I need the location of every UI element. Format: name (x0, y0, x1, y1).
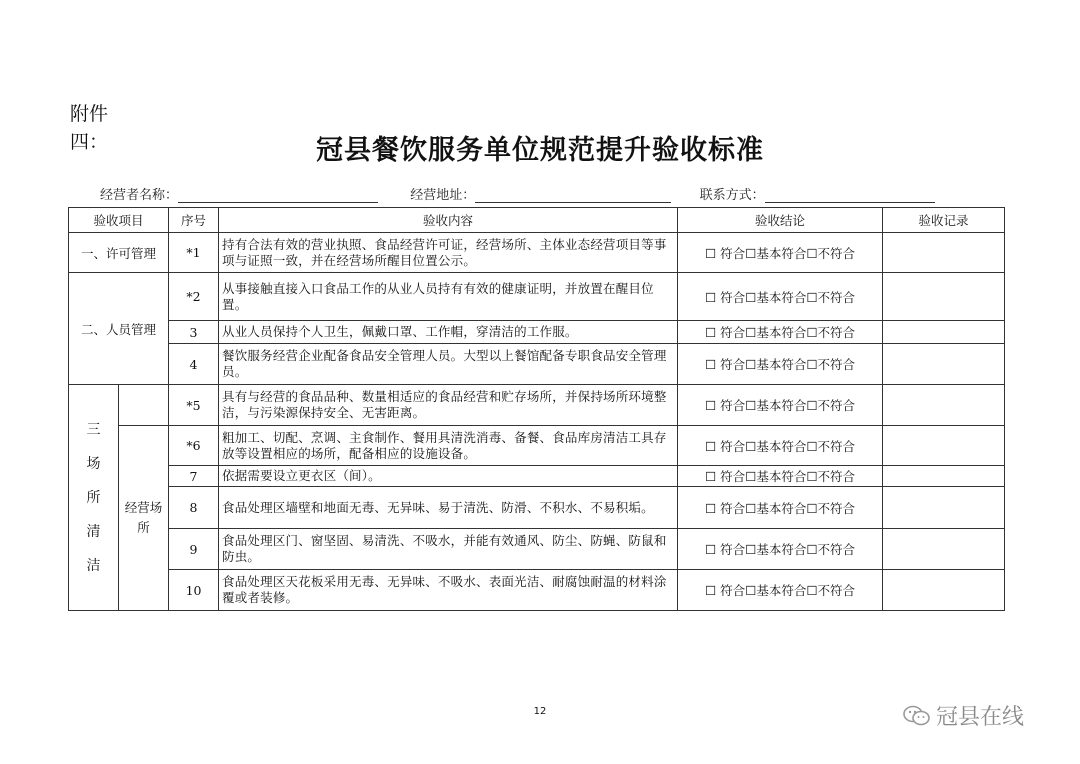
operator-name-label: 经营者名称： (100, 188, 179, 203)
category-site-char: 所 (86, 489, 101, 506)
result-checkboxes[interactable]: ☐ 符合☐基本符合☐不符合 (678, 273, 883, 321)
record-cell[interactable] (883, 426, 1005, 466)
header-record: 验收记录 (883, 208, 1005, 233)
record-cell[interactable] (883, 385, 1005, 426)
row-no: 10 (169, 570, 219, 611)
row-content: 粗加工、切配、烹调、主食制作、餐用具清洗消毒、备餐、食品库房清洁工具存放等设置相应的场所，配备相应的设施设备。 (219, 426, 678, 466)
table-header-row (69, 208, 1005, 233)
contact-line (765, 188, 935, 203)
attachment-line2: 四： (70, 131, 109, 153)
category-site-char: 场 (86, 455, 101, 472)
record-cell[interactable] (883, 529, 1005, 570)
row-content: 食品处理区墙壁和地面无毒、无异味、易于清洗、防滑、不积水、不易积垢。 (219, 487, 678, 529)
row-content: 持有合法有效的营业执照、食品经营许可证，经营场所、主体业态经营项目等事项与证照一致，并在经营场所醒目位置公示。 (219, 233, 678, 273)
watermark (902, 700, 1024, 731)
watermark-text: 冠县在线 (936, 705, 1025, 730)
row-no: 4 (169, 344, 219, 385)
result-checkboxes[interactable]: ☐ 符合☐基本符合☐不符合 (678, 487, 883, 529)
table-row (69, 321, 1005, 344)
table-row (69, 273, 1005, 321)
category-site-char: 三 (86, 421, 101, 438)
empty-subcategory (119, 385, 169, 426)
category-staff: 二、人员管理 (69, 273, 169, 385)
table-row (69, 385, 1005, 426)
result-checkboxes[interactable]: ☐ 符合☐基本符合☐不符合 (678, 466, 883, 487)
row-no: 8 (169, 487, 219, 529)
row-content: 餐饮服务经营企业配备食品安全管理人员。大型以上餐馆配备专职食品安全管理员。 (219, 344, 678, 385)
table-row (69, 487, 1005, 529)
result-checkboxes[interactable]: ☐ 符合☐基本符合☐不符合 (678, 529, 883, 570)
category-site-char: 洁 (86, 557, 101, 574)
row-no: 7 (169, 466, 219, 487)
operator-name-line (178, 188, 378, 203)
row-no: 9 (169, 529, 219, 570)
result-checkboxes[interactable]: ☐ 符合☐基本符合☐不符合 (678, 385, 883, 426)
category-permit: 一、许可管理 (69, 233, 169, 273)
info-fields (100, 184, 935, 203)
record-cell[interactable] (883, 344, 1005, 385)
table-row (69, 570, 1005, 611)
category-site-sub: 经营场所 (119, 426, 169, 611)
header-content: 验收内容 (219, 208, 678, 233)
header-item: 验收项目 (69, 208, 169, 233)
result-checkboxes[interactable]: ☐ 符合☐基本符合☐不符合 (678, 321, 883, 344)
contact-label: 联系方式： (699, 188, 765, 203)
row-no: 3 (169, 321, 219, 344)
result-checkboxes[interactable]: ☐ 符合☐基本符合☐不符合 (678, 344, 883, 385)
category-site (69, 385, 119, 611)
row-no: *6 (169, 426, 219, 466)
record-cell[interactable] (883, 273, 1005, 321)
table-row (69, 426, 1005, 466)
header-no: 序号 (169, 208, 219, 233)
address-line (475, 188, 671, 203)
row-content: 食品处理区天花板采用无毒、无异味、不吸水、表面光洁、耐腐蚀耐温的材料涂覆或者装修。 (219, 570, 678, 611)
row-no: *5 (169, 385, 219, 426)
record-cell[interactable] (883, 321, 1005, 344)
address-label: 经营地址： (410, 188, 476, 203)
table-row (69, 344, 1005, 385)
table-row (69, 529, 1005, 570)
record-cell[interactable] (883, 233, 1005, 273)
record-cell[interactable] (883, 466, 1005, 487)
result-checkboxes[interactable]: ☐ 符合☐基本符合☐不符合 (678, 570, 883, 611)
row-content: 从业人员保持个人卫生，佩戴口罩、工作帽，穿清洁的工作服。 (219, 321, 678, 344)
record-cell[interactable] (883, 570, 1005, 611)
table-row (69, 466, 1005, 487)
row-content: 食品处理区门、窗坚固、易清洗、不吸水，并能有效通风、防尘、防蝇、防鼠和防虫。 (219, 529, 678, 570)
result-checkboxes[interactable]: ☐ 符合☐基本符合☐不符合 (678, 426, 883, 466)
header-result: 验收结论 (678, 208, 883, 233)
wechat-icon (902, 704, 932, 728)
page-number: 12 (533, 706, 547, 717)
row-no: *2 (169, 273, 219, 321)
row-no: *1 (169, 233, 219, 273)
row-content: 具有与经营的食品品种、数量相适应的食品经营和贮存场所，并保持场所环境整洁，与污染源保持安全、无害距离。 (219, 385, 678, 426)
category-site-char: 清 (86, 523, 101, 540)
result-checkboxes[interactable]: ☐ 符合☐基本符合☐不符合 (678, 233, 883, 273)
record-cell[interactable] (883, 487, 1005, 529)
acceptance-table (68, 207, 1005, 611)
attachment-line1: 附件 (70, 103, 109, 125)
page-title: 冠县餐饮服务单位规范提升验收标准 (316, 135, 764, 166)
table-row (69, 233, 1005, 273)
row-content: 依据需要设立更衣区（间）。 (219, 466, 678, 487)
row-content: 从事接触直接入口食品工作的从业人员持有有效的健康证明，并放置在醒目位置。 (219, 273, 678, 321)
